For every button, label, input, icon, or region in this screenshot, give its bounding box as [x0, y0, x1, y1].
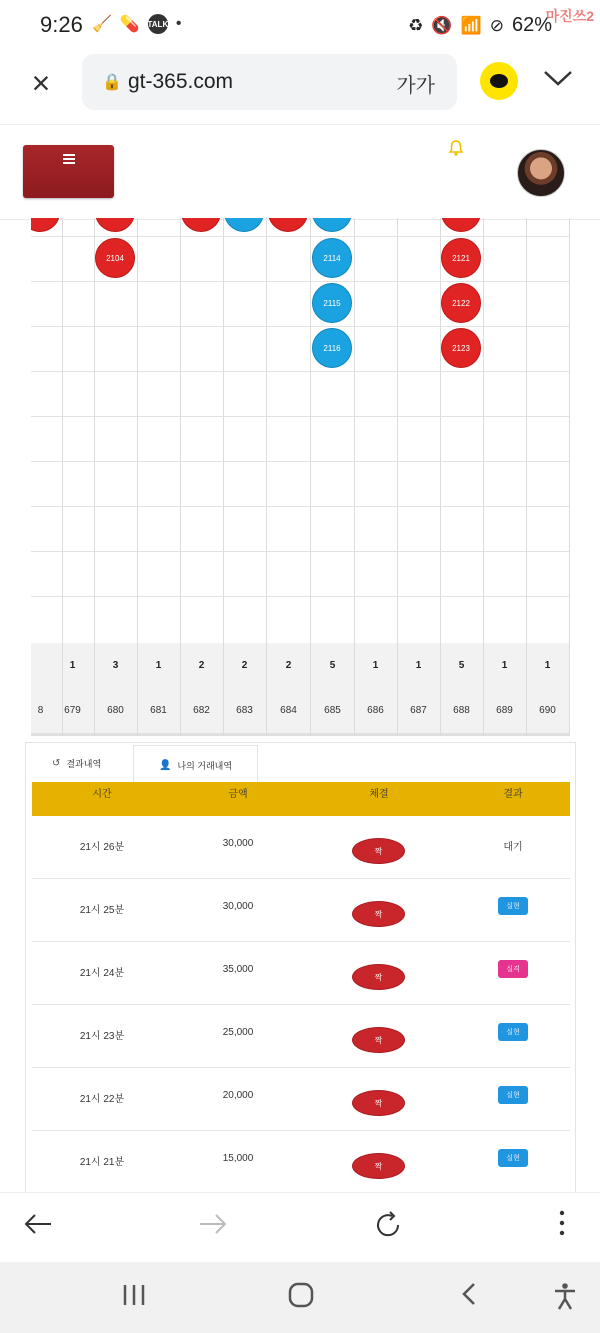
count-cell: 5 [458, 660, 465, 671]
wifi-icon: 📶 [460, 15, 482, 35]
count-cell: 2 [285, 660, 292, 671]
pick-badge: 짝 [352, 964, 405, 990]
pick-badge: 짝 [352, 1153, 405, 1179]
browser-toolbar [0, 52, 600, 122]
grid-column-line [310, 218, 311, 736]
grid-column-line [354, 218, 355, 736]
result-board [31, 218, 570, 736]
tab-my-trades[interactable] [133, 745, 258, 785]
cell-amount: 25,000 [222, 1027, 254, 1038]
round-cell: 683 [236, 705, 253, 716]
site-header [0, 124, 600, 220]
grid-row-line [31, 506, 570, 507]
result-ball: 2121 [441, 238, 481, 278]
round-cell: 679 [64, 705, 81, 716]
cell-time: 21시 26분 [79, 842, 125, 853]
grid-column-line [94, 218, 95, 736]
round-cell: 680 [107, 705, 124, 716]
result-ball [441, 218, 481, 232]
grid-row-line [31, 596, 570, 597]
user-icon: 👤 [158, 760, 172, 771]
dnd-icon: ⊘ [489, 15, 504, 35]
status-bar [0, 0, 600, 52]
round-cell: 684 [280, 705, 297, 716]
browser-nav [0, 1192, 600, 1262]
battery-level: 62% [511, 14, 552, 36]
result-status: 실현 [498, 897, 528, 915]
count-cell: 3 [112, 660, 119, 671]
grid-column-line [526, 218, 527, 736]
menu-button[interactable] [23, 145, 114, 198]
table-row [32, 1131, 570, 1192]
cell-amount: 30,000 [222, 838, 254, 849]
more-options-icon[interactable] [542, 1209, 582, 1245]
result-status: 대기 [503, 842, 523, 853]
tab-results[interactable] [52, 743, 101, 783]
table-row [32, 816, 570, 879]
back-arrow-icon[interactable] [18, 1209, 58, 1245]
count-cell: 2 [198, 660, 205, 671]
grid-column-line [483, 218, 484, 736]
count-row [31, 643, 570, 688]
recycle-icon: ♻ [408, 15, 424, 35]
round-row [31, 688, 570, 733]
pick-badge: 짝 [352, 838, 405, 864]
pill-icon: 💊 [119, 16, 140, 33]
cell-time: 21시 23분 [79, 1031, 125, 1042]
result-ball: 2116 [312, 328, 352, 368]
cell-amount: 30,000 [222, 901, 254, 912]
result-ball: 2114 [312, 238, 352, 278]
url-text: gt-365.com [128, 70, 234, 93]
table-row [32, 942, 570, 1005]
round-cell: 682 [193, 705, 210, 716]
result-ball [224, 218, 264, 232]
round-cell: 689 [496, 705, 513, 716]
grid-row-line [31, 416, 570, 417]
system-icons [408, 14, 552, 37]
accessibility-icon[interactable] [545, 1282, 585, 1317]
result-ball [95, 218, 135, 232]
close-tab-button[interactable]: × [31, 65, 51, 101]
result-status: 실현 [498, 1023, 528, 1041]
count-cell: 1 [155, 660, 162, 671]
cell-amount: 35,000 [222, 964, 254, 975]
lock-icon: 🔒 [102, 74, 122, 91]
result-ball [181, 218, 221, 232]
result-ball [312, 218, 352, 232]
count-cell: 5 [329, 660, 336, 671]
count-cell: 1 [501, 660, 508, 671]
grid-row-line [31, 371, 570, 372]
hamburger-icon [63, 154, 75, 166]
history-icon: ↺ [52, 757, 61, 769]
dot-icon: • [175, 15, 182, 32]
grid-row-line [31, 551, 570, 552]
round-cell: 686 [367, 705, 384, 716]
header-pick: 체결 [369, 789, 389, 800]
cell-time: 21시 22분 [79, 1094, 125, 1105]
kakao-chat-button[interactable] [480, 62, 518, 100]
chat-bubble-icon [490, 74, 508, 88]
result-ball: 2122 [441, 283, 481, 323]
grid-column-line [440, 218, 441, 736]
pick-badge: 짝 [352, 901, 405, 927]
history-tabs [25, 742, 576, 782]
count-cell: 2 [241, 660, 248, 671]
bell-icon[interactable] [448, 139, 464, 157]
grid-column-line [266, 218, 267, 736]
grid-row-line [31, 281, 570, 282]
cell-time: 21시 25분 [79, 905, 125, 916]
recent-apps-icon[interactable] [114, 1282, 154, 1313]
avatar[interactable] [517, 149, 565, 197]
grid-row-line [31, 326, 570, 327]
watermark: 마진쓰2 [545, 8, 594, 24]
tab-results-label: 결과내역 [66, 758, 102, 769]
grid-column-line [569, 218, 570, 736]
board-divider [31, 733, 570, 736]
result-status: 실격 [498, 960, 528, 978]
system-back-icon[interactable] [449, 1282, 489, 1313]
pick-badge: 짝 [352, 1027, 405, 1053]
system-nav [0, 1262, 600, 1333]
status-time: 9:26 [40, 12, 83, 37]
count-cell: 1 [415, 660, 422, 671]
result-ball: 2123 [441, 328, 481, 368]
count-cell: 1 [372, 660, 379, 671]
grid-column-line [397, 218, 398, 736]
round-cell: 8 [37, 705, 44, 716]
forward-arrow-icon[interactable] [193, 1209, 233, 1245]
mute-icon: 🔇 [431, 15, 453, 35]
count-cell: 1 [544, 660, 551, 671]
round-cell: 681 [150, 705, 167, 716]
grid-column-line [62, 218, 63, 736]
grid-column-line [180, 218, 181, 736]
result-status: 실현 [498, 1149, 528, 1167]
pick-badge: 짝 [352, 1090, 405, 1116]
result-ball [268, 218, 308, 232]
tab-my-trades-label: 나의 거래내역 [177, 761, 233, 771]
round-cell: 685 [324, 705, 341, 716]
table-row [32, 879, 570, 942]
cell-amount: 15,000 [222, 1153, 254, 1164]
home-icon[interactable] [281, 1282, 321, 1315]
grid-column-line [137, 218, 138, 736]
trade-table [25, 782, 576, 1192]
grid-row-line [31, 461, 570, 462]
table-row [32, 1005, 570, 1068]
text-size-button[interactable]: 가가 [396, 75, 435, 97]
header-time: 시간 [92, 789, 112, 800]
round-cell: 690 [539, 705, 556, 716]
cell-time: 21시 24분 [79, 968, 125, 979]
result-ball: 2104 [95, 238, 135, 278]
result-status: 실현 [498, 1086, 528, 1104]
cell-time: 21시 21분 [79, 1157, 125, 1168]
result-ball: 2115 [312, 283, 352, 323]
address-bar[interactable] [82, 54, 457, 110]
round-cell: 688 [453, 705, 470, 716]
header-result: 결과 [503, 789, 523, 800]
header-amount: 금액 [228, 789, 248, 800]
table-row [32, 1068, 570, 1131]
notification-icons [92, 14, 181, 34]
cell-amount: 20,000 [222, 1090, 254, 1101]
count-cell: 1 [69, 660, 76, 671]
round-cell: 687 [410, 705, 427, 716]
result-ball [31, 218, 60, 232]
kakaotalk-icon: TALK [148, 14, 168, 34]
grid-column-line [223, 218, 224, 736]
table-header [32, 782, 570, 816]
reload-icon[interactable] [368, 1209, 408, 1250]
grid-row-line [31, 236, 570, 237]
broom-icon: 🧹 [92, 16, 112, 33]
chevron-down-icon[interactable] [540, 60, 576, 96]
